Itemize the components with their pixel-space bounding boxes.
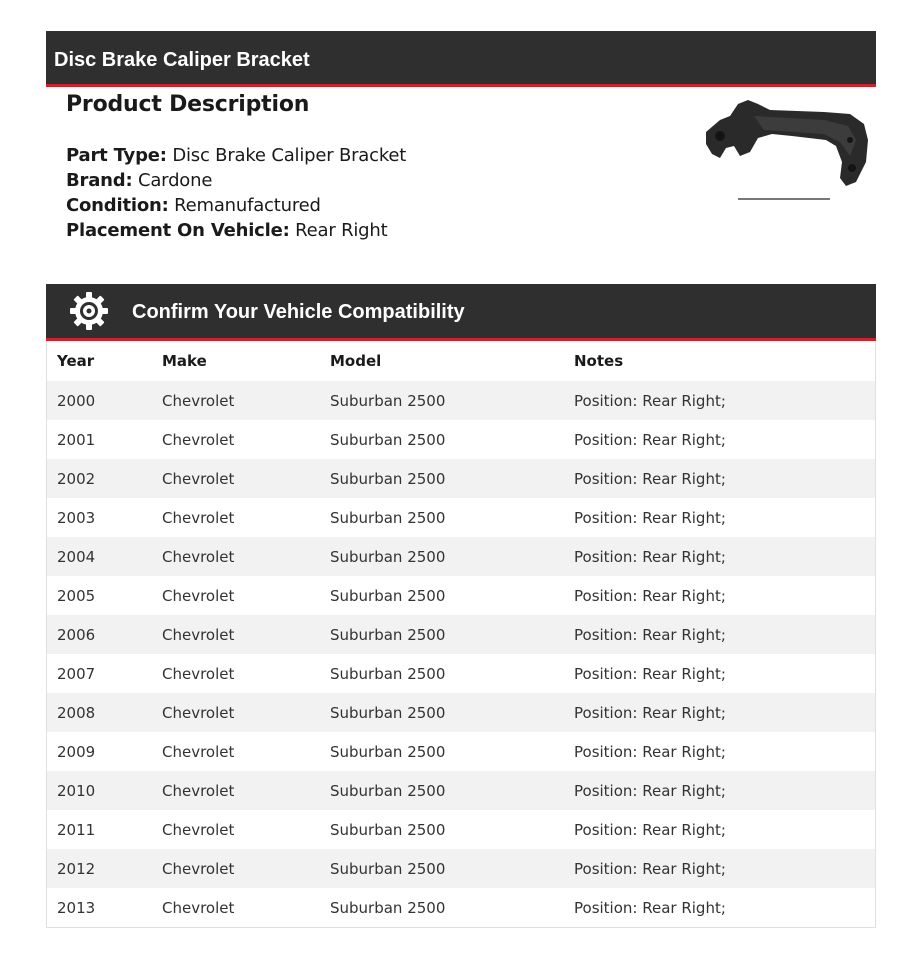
- page-title: Disc Brake Caliper Bracket: [54, 49, 310, 71]
- table-row: [47, 654, 875, 693]
- cell-year: 2007: [47, 654, 152, 693]
- table-row: [47, 888, 875, 927]
- cell-year: 2009: [47, 732, 152, 771]
- field-value: Remanufactured: [174, 195, 321, 216]
- table-header-row: [47, 341, 875, 381]
- cell-notes: Position: Rear Right;: [564, 459, 875, 498]
- cell-year: 2013: [47, 888, 152, 927]
- cell-notes: Position: Rear Right;: [564, 888, 875, 927]
- cell-notes: Position: Rear Right;: [564, 849, 875, 888]
- field-label: Brand:: [66, 170, 133, 191]
- cell-model: Suburban 2500: [320, 810, 564, 849]
- column-header-model: Model: [320, 341, 564, 381]
- compatibility-title: Confirm Your Vehicle Compatibility: [132, 300, 465, 323]
- cell-make: Chevrolet: [152, 693, 320, 732]
- table-row: [47, 420, 875, 459]
- cell-model: Suburban 2500: [320, 381, 564, 420]
- cell-year: 2003: [47, 498, 152, 537]
- cell-model: Suburban 2500: [320, 459, 564, 498]
- table-row: [47, 381, 875, 420]
- table-row: [47, 576, 875, 615]
- cell-make: Chevrolet: [152, 420, 320, 459]
- cell-notes: Position: Rear Right;: [564, 420, 875, 459]
- field-part-type: [66, 143, 666, 168]
- cell-model: Suburban 2500: [320, 615, 564, 654]
- cell-year: 2008: [47, 693, 152, 732]
- cell-make: Chevrolet: [152, 732, 320, 771]
- cell-notes: Position: Rear Right;: [564, 615, 875, 654]
- cell-make: Chevrolet: [152, 654, 320, 693]
- cell-year: 2000: [47, 381, 152, 420]
- table-row: [47, 615, 875, 654]
- cell-year: 2002: [47, 459, 152, 498]
- field-condition: [66, 193, 666, 218]
- cell-model: Suburban 2500: [320, 732, 564, 771]
- column-header-make: Make: [152, 341, 320, 381]
- table-row: [47, 459, 875, 498]
- cell-make: Chevrolet: [152, 381, 320, 420]
- table-row: [47, 693, 875, 732]
- cell-make: Chevrolet: [152, 459, 320, 498]
- compatibility-bar: [46, 284, 876, 341]
- product-description: [66, 92, 666, 243]
- cell-year: 2005: [47, 576, 152, 615]
- field-value: Disc Brake Caliper Bracket: [172, 145, 407, 166]
- cell-notes: Position: Rear Right;: [564, 381, 875, 420]
- cell-notes: Position: Rear Right;: [564, 693, 875, 732]
- table-row: [47, 771, 875, 810]
- cell-make: Chevrolet: [152, 771, 320, 810]
- cell-notes: Position: Rear Right;: [564, 498, 875, 537]
- cell-year: 2004: [47, 537, 152, 576]
- cell-year: 2012: [47, 849, 152, 888]
- table-row: [47, 732, 875, 771]
- cell-model: Suburban 2500: [320, 888, 564, 927]
- cell-model: Suburban 2500: [320, 849, 564, 888]
- table-row: [47, 849, 875, 888]
- table-row: [47, 810, 875, 849]
- cell-make: Chevrolet: [152, 498, 320, 537]
- cell-notes: Position: Rear Right;: [564, 576, 875, 615]
- cell-model: Suburban 2500: [320, 576, 564, 615]
- cell-model: Suburban 2500: [320, 498, 564, 537]
- cell-notes: Position: Rear Right;: [564, 771, 875, 810]
- cell-year: 2001: [47, 420, 152, 459]
- cell-make: Chevrolet: [152, 888, 320, 927]
- field-brand: [66, 168, 666, 193]
- cell-notes: Position: Rear Right;: [564, 654, 875, 693]
- cell-make: Chevrolet: [152, 810, 320, 849]
- cell-model: Suburban 2500: [320, 771, 564, 810]
- field-placement: [66, 218, 666, 243]
- caliper-bracket-image: [700, 96, 870, 206]
- cell-year: 2011: [47, 810, 152, 849]
- cell-model: Suburban 2500: [320, 654, 564, 693]
- cell-make: Chevrolet: [152, 849, 320, 888]
- table-row: [47, 498, 875, 537]
- field-value: Cardone: [137, 170, 213, 191]
- field-label: Condition:: [66, 195, 169, 216]
- cell-notes: Position: Rear Right;: [564, 732, 875, 771]
- gear-car-icon: [68, 290, 110, 332]
- column-header-year: Year: [47, 341, 152, 381]
- cell-year: 2006: [47, 615, 152, 654]
- cell-make: Chevrolet: [152, 537, 320, 576]
- column-header-notes: Notes: [564, 341, 875, 381]
- cell-model: Suburban 2500: [320, 693, 564, 732]
- cell-year: 2010: [47, 771, 152, 810]
- field-value: Rear Right: [295, 220, 388, 241]
- field-label: Part Type:: [66, 145, 167, 166]
- field-label: Placement On Vehicle:: [66, 220, 290, 241]
- cell-notes: Position: Rear Right;: [564, 537, 875, 576]
- cell-model: Suburban 2500: [320, 420, 564, 459]
- cell-make: Chevrolet: [152, 615, 320, 654]
- description-heading: Product Description: [66, 92, 310, 117]
- table-row: [47, 537, 875, 576]
- compatibility-table: [46, 341, 876, 928]
- cell-make: Chevrolet: [152, 576, 320, 615]
- title-bar: [46, 31, 876, 87]
- cell-model: Suburban 2500: [320, 537, 564, 576]
- cell-notes: Position: Rear Right;: [564, 810, 875, 849]
